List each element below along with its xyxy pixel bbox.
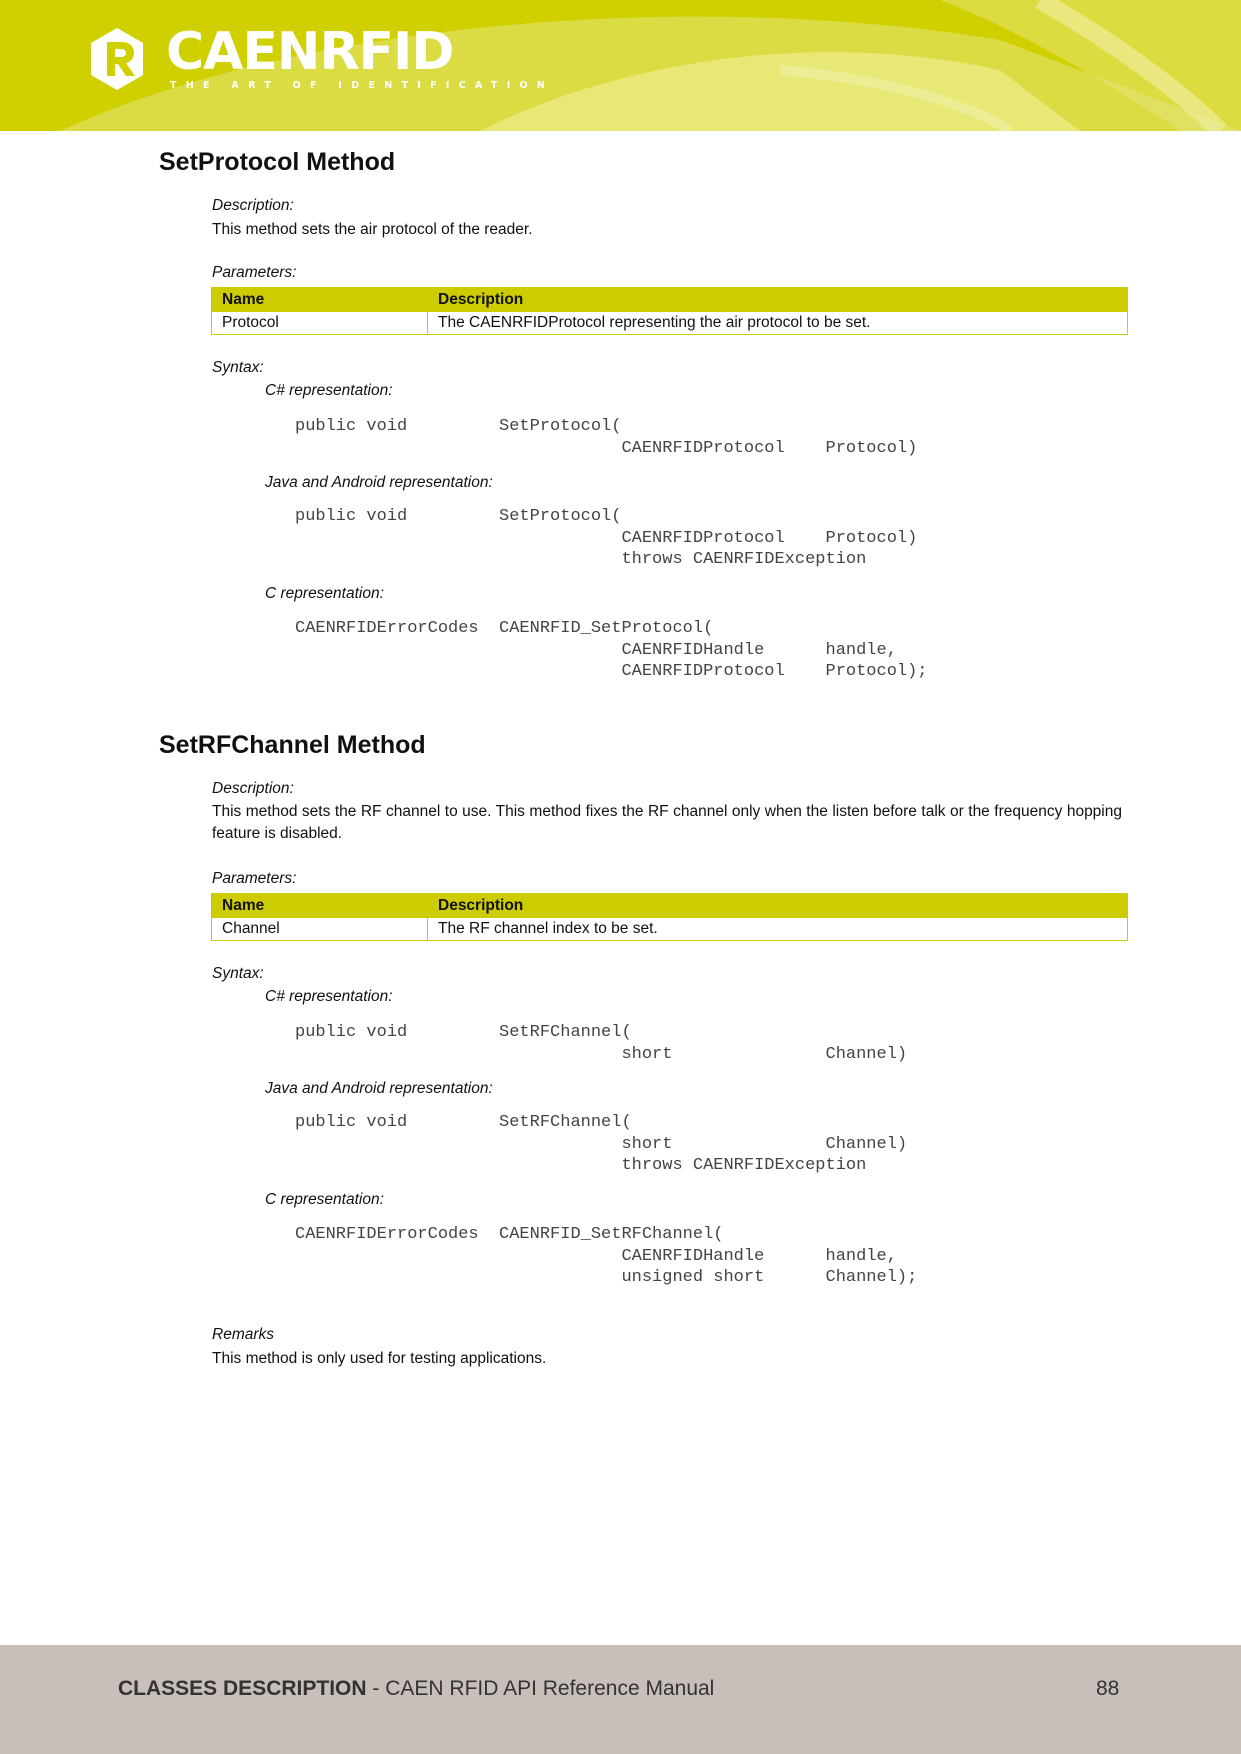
table-row xyxy=(212,918,1128,941)
table-header-row xyxy=(212,894,1128,918)
footer-section: CLASSES DESCRIPTION xyxy=(118,1677,367,1700)
footer-title xyxy=(118,1677,714,1701)
param-name: Channel xyxy=(212,918,428,941)
logo-tagline: THE ART OF IDENTIFICATION xyxy=(170,80,555,91)
parameters-table xyxy=(211,287,1128,335)
java-label: Java and Android representation: xyxy=(265,474,493,491)
parameters-label: Parameters: xyxy=(212,870,297,887)
header-name: Name xyxy=(212,288,428,312)
param-description: The CAENRFIDProtocol representing the air protocol to be set. xyxy=(428,312,1128,335)
description-label: Description: xyxy=(212,197,294,214)
remarks-label: Remarks xyxy=(212,1326,275,1343)
page-header xyxy=(0,0,1241,131)
footer-separator: - xyxy=(366,1677,386,1700)
section-title: SetRFChannel Method xyxy=(159,731,426,759)
java-label: Java and Android representation: xyxy=(265,1080,493,1097)
parameters-table xyxy=(211,893,1128,941)
syntax-label: Syntax: xyxy=(212,965,264,982)
page-number: 88 xyxy=(1096,1677,1120,1700)
header-description: Description xyxy=(428,288,1128,312)
parameters-label: Parameters: xyxy=(212,264,297,281)
c-label: C representation: xyxy=(265,1191,384,1208)
csharp-code: public void SetProtocol( CAENRFIDProtocol Protocol) xyxy=(295,417,918,458)
logo-wordmark: CAENRFID xyxy=(166,22,454,82)
param-name: Protocol xyxy=(212,312,428,335)
table-header-row xyxy=(212,288,1128,312)
header-name: Name xyxy=(212,894,428,918)
c-code: CAENRFIDErrorCodes CAENRFID_SetProtocol( CAENRFIDHandle handle, CAENRFIDProtocol Protocol); xyxy=(295,619,928,681)
java-code: public void SetProtocol( CAENRFIDProtocol Protocol) throws CAENRFIDException xyxy=(295,507,918,569)
section-title: SetProtocol Method xyxy=(159,148,396,176)
csharp-code: public void SetRFChannel( short Channel) xyxy=(295,1023,908,1064)
description-label: Description: xyxy=(212,780,294,797)
java-code: public void SetRFChannel( short Channel) throws CAENRFIDException xyxy=(295,1113,908,1175)
syntax-label: Syntax: xyxy=(212,359,264,376)
table-row xyxy=(212,312,1128,335)
logo-hexagon-icon xyxy=(88,26,146,92)
caenrfid-logo xyxy=(88,22,555,98)
footer-manual: CAEN RFID API Reference Manual xyxy=(385,1677,715,1700)
param-description: The RF channel index to be set. xyxy=(428,918,1128,941)
description-text: This method sets the RF channel to use. This method fixes the RF channel only when the listen before talk or the frequency hopping feature is disabled. xyxy=(212,803,1122,842)
csharp-label: C# representation: xyxy=(265,382,393,399)
description-text: This method sets the air protocol of the reader. xyxy=(212,221,533,238)
c-label: C representation: xyxy=(265,585,384,602)
header-description: Description xyxy=(428,894,1128,918)
csharp-label: C# representation: xyxy=(265,988,393,1005)
c-code: CAENRFIDErrorCodes CAENRFID_SetRFChannel( CAENRFIDHandle handle, unsigned short Channel); xyxy=(295,1225,918,1287)
remarks-text: This method is only used for testing applications. xyxy=(212,1350,547,1367)
